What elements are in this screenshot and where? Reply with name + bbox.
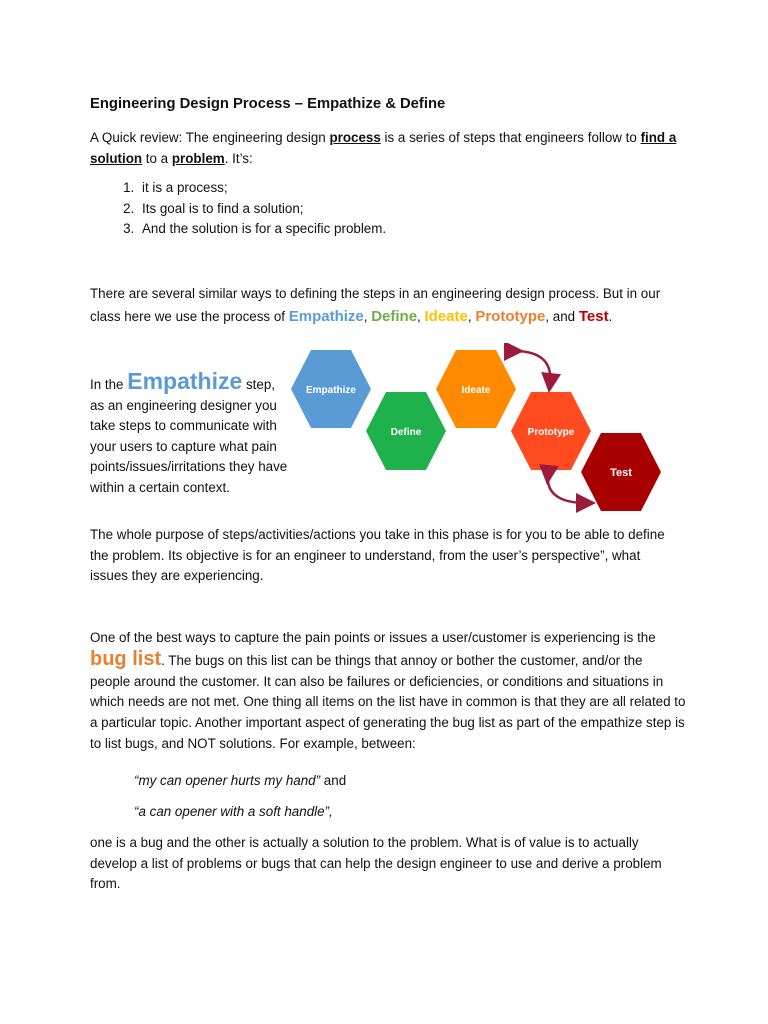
bug-list-keyword: bug list bbox=[90, 647, 162, 670]
closing-paragraph: one is a bug and the other is actually a solution to the problem. What is of value is to actually develop a list of problems or bugs that can help the design engineer to use and derive a problem from. bbox=[90, 835, 662, 892]
design-process-diagram bbox=[286, 343, 676, 515]
separator: , bbox=[467, 309, 476, 324]
intro-text: to a bbox=[142, 150, 172, 166]
keyword-problem: problem bbox=[171, 150, 225, 166]
bug-list-paragraph bbox=[90, 628, 686, 755]
empathize-continued-paragraph: The whole purpose of steps/activities/actions you take in this phase is for you to be able to define the problem. Its objective is for an engineer to understand, from the user’s perspective”, what issues they are experiencing. bbox=[90, 527, 665, 584]
bug-text: . The bugs on this list can be things that annoy or bother the customer, and/or the people around the customer. It can also be failures or deficiencies, or conditions and situations in which needs are not met. One thing all items on the list have in common is that they are all related to a particular topic. Another important aspect of generating the bug list as part of the empathize step is to list bugs, and NOT solutions. For example, between: bbox=[90, 652, 686, 751]
separator: . bbox=[608, 309, 613, 324]
process-prototype: Prototype bbox=[475, 308, 546, 325]
list-item: 2. Its goal is to find a solution; bbox=[138, 199, 698, 220]
intro-text: . It’s: bbox=[224, 150, 253, 166]
intro-text: A Quick review: The engineering design bbox=[90, 130, 330, 145]
list-item: 3. And the solution is for a specific problem. bbox=[138, 219, 698, 240]
prototype-hexagon bbox=[511, 392, 591, 470]
define-hex-label: Define bbox=[390, 427, 422, 438]
test-hex-label: Test bbox=[610, 467, 632, 479]
loop-arrow-bottom bbox=[548, 475, 586, 503]
process-paragraph bbox=[90, 282, 682, 328]
define-hexagon bbox=[366, 392, 446, 470]
prototype-hex-label: Prototype bbox=[527, 427, 575, 438]
page-title: Engineering Design Process – Empathize & Define bbox=[90, 96, 446, 112]
empathize-lead: In the bbox=[90, 377, 128, 392]
process-text: There are several similar ways to defining the steps in an engineering design process. But in our class here we use the process of bbox=[90, 286, 661, 324]
empathize-hexagon bbox=[291, 350, 371, 428]
empathize-hex-label: Empathize bbox=[305, 385, 357, 396]
list-item: 1. it is a process; bbox=[138, 178, 698, 199]
separator: , bbox=[363, 309, 372, 324]
process-empathize: Empathize bbox=[288, 308, 364, 325]
ideate-hexagon bbox=[436, 350, 516, 428]
intro-text: is a series of steps that engineers follow to bbox=[380, 130, 641, 145]
empathize-body: step, as an engineering designer you take steps to communicate with your users to capture what pain points/issues/irritations they have within a certain context. bbox=[90, 377, 288, 495]
loop-arrow-top bbox=[514, 351, 550, 383]
keyword-find-solution: find a solution bbox=[90, 130, 677, 166]
process-test: Test bbox=[578, 308, 609, 325]
process-ideate: Ideate bbox=[424, 308, 468, 325]
process-define: Define bbox=[371, 308, 418, 325]
empathize-column-text bbox=[90, 368, 290, 499]
separator: , and bbox=[545, 309, 579, 324]
quote-conjunction: and bbox=[320, 773, 347, 788]
ideate-hex-label: Ideate bbox=[461, 385, 491, 396]
keyword-process: process bbox=[329, 130, 381, 145]
bug-text: One of the best ways to capture the pain points or issues a user/customer is experiencing is the bbox=[90, 630, 656, 645]
test-hexagon bbox=[581, 433, 661, 511]
quote-text: “my can opener hurts my hand” bbox=[134, 773, 321, 788]
empathize-heading-word: Empathize bbox=[127, 368, 243, 394]
intro-paragraph bbox=[90, 128, 690, 169]
quote-bug-example bbox=[134, 771, 346, 792]
numbered-list bbox=[90, 178, 698, 240]
quote-solution-example: “a can opener with a soft handle”, bbox=[134, 804, 333, 819]
separator: , bbox=[417, 309, 425, 324]
